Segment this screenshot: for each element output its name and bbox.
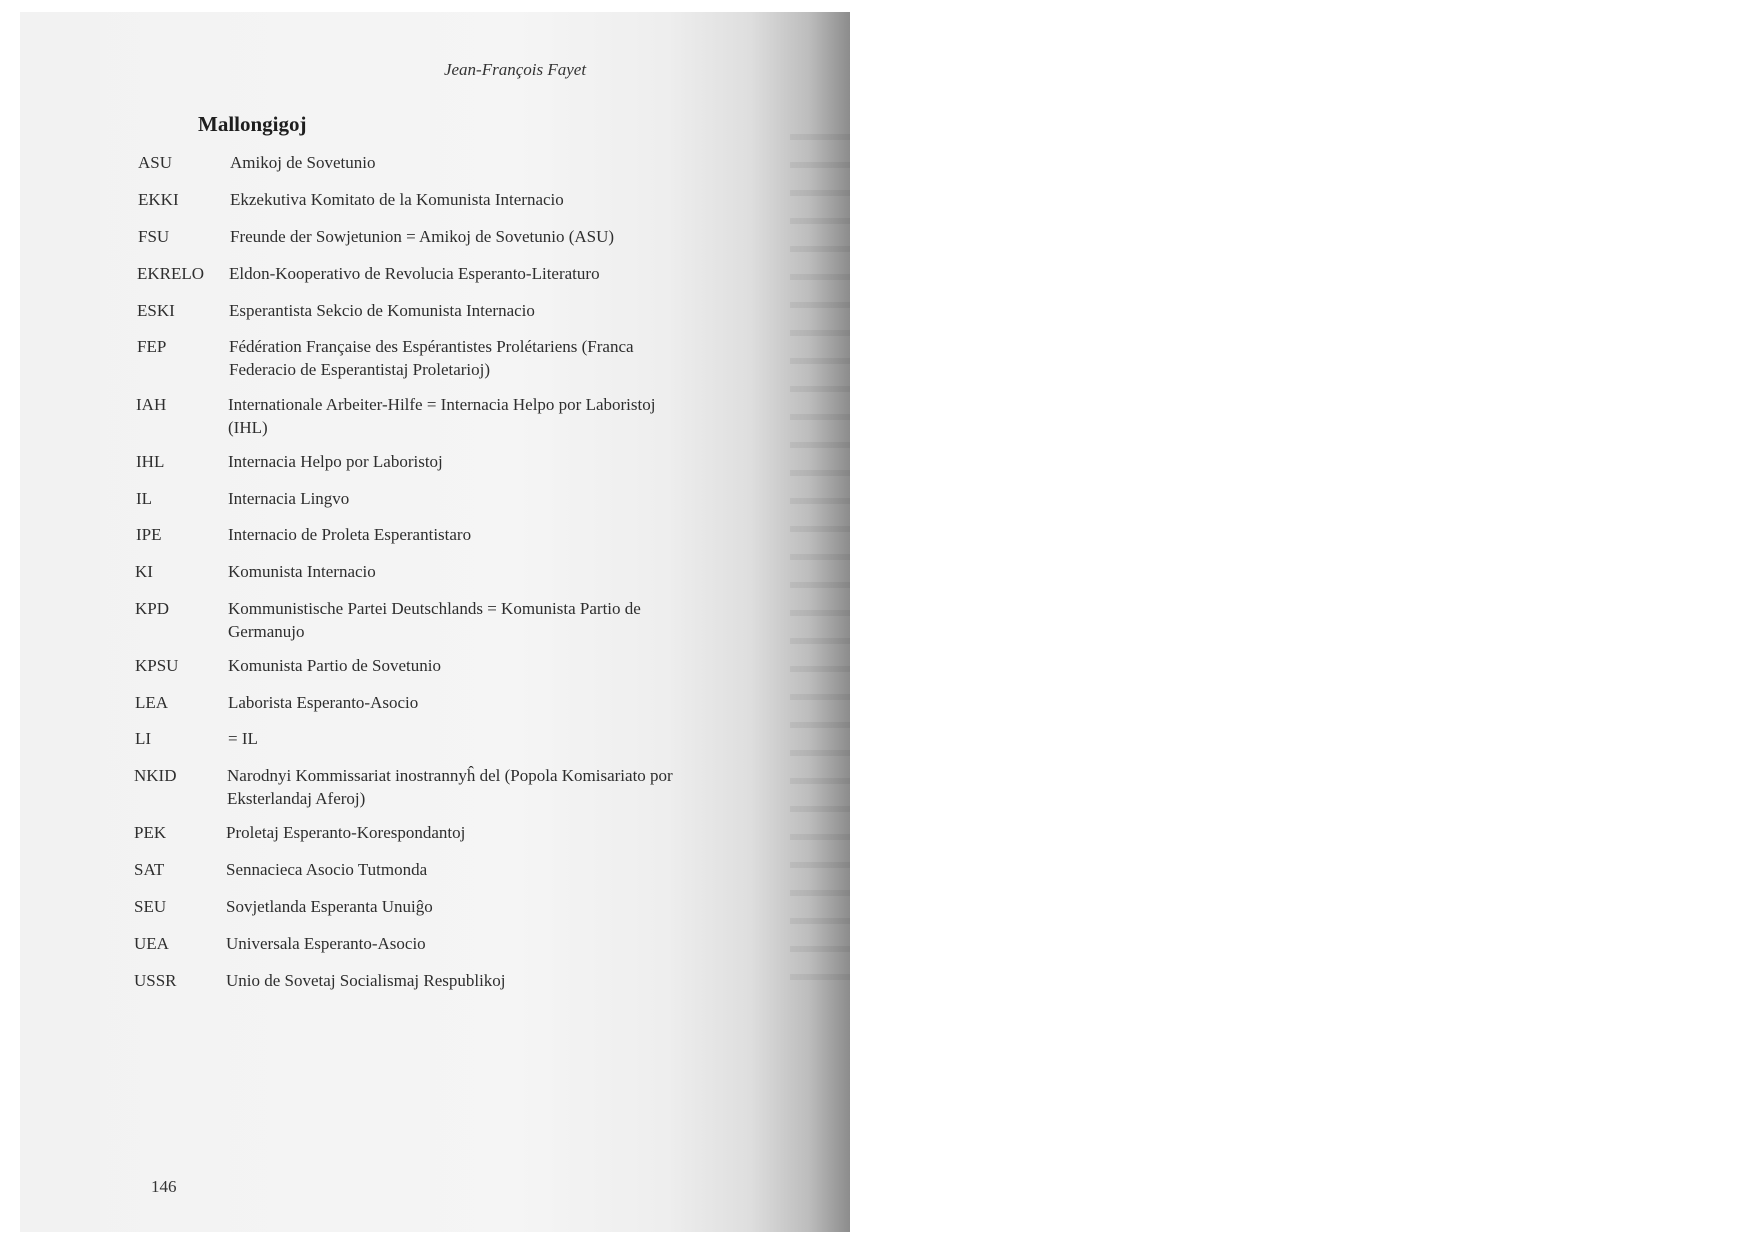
definition: Amikoj de Sovetunio (230, 153, 376, 172)
definition: Komunista Partio de Sovetunio (228, 656, 441, 675)
definition: Kommunistische Partei Deutschlands = Komunista Partio de Germanujo (228, 599, 641, 641)
abbreviation: USSR (134, 971, 177, 990)
page-number: 146 (151, 1177, 177, 1196)
definition: Freunde der Sowjetunion = Amikoj de Sovetunio (ASU) (230, 227, 615, 246)
abbreviation: EKRELO (137, 264, 205, 283)
definition: Proletaj Esperanto-Korespondantoj (226, 823, 466, 842)
section-heading: Mallongigoj (198, 112, 307, 136)
abbreviation: LEA (135, 693, 169, 712)
abbreviation: IL (136, 489, 153, 508)
abbreviation: FEP (137, 337, 167, 356)
definition: Eldon-Kooperativo de Revolucia Esperanto-Literaturo (229, 264, 600, 283)
definition: Laborista Esperanto-Asocio (228, 693, 419, 712)
definition: Universala Esperanto-Asocio (226, 934, 426, 953)
definition: Fédération Française des Espérantistes Prolétariens (Franca Federacio de Esperantistaj Proletarioj) (229, 337, 634, 379)
book-page (20, 12, 850, 1232)
abbreviation: SAT (134, 860, 165, 879)
definition: = IL (228, 729, 258, 748)
abbreviation: KPSU (135, 656, 179, 675)
abbreviation: FSU (138, 227, 170, 246)
abbreviation: ESKI (137, 301, 175, 320)
abbreviation: KPD (135, 599, 170, 618)
definition: Internacia Lingvo (228, 489, 350, 508)
definition: Internacia Helpo por Laboristoj (228, 452, 443, 471)
abbreviation: IPE (136, 525, 162, 544)
abbreviation: SEU (134, 897, 167, 916)
abbreviation: LI (135, 729, 152, 748)
definition: Ekzekutiva Komitato de la Komunista Internacio (230, 190, 564, 209)
running-head: Jean-François Fayet (443, 60, 587, 79)
abbreviation: IAH (136, 395, 167, 414)
definition: Sovjetlanda Esperanta Unuiĝo (226, 897, 433, 916)
abbreviation: UEA (134, 934, 169, 953)
definition: Esperantista Sekcio de Komunista Internacio (229, 301, 535, 320)
abbreviation: IHL (136, 452, 165, 471)
definition: Internacio de Proleta Esperantistaro (228, 525, 472, 544)
abbreviation: KI (135, 562, 153, 581)
definition: Internationale Arbeiter-Hilfe = Internacia Helpo por Laboristoj (IHL) (228, 395, 656, 437)
abbreviation: NKID (134, 766, 177, 785)
show-through-shadow (790, 112, 850, 992)
definition: Unio de Sovetaj Socialismaj Respublikoj (226, 971, 506, 990)
definition: Komunista Internacio (228, 562, 376, 581)
definition: Sennacieca Asocio Tutmonda (226, 860, 428, 879)
definition: Narodnyi Kommissariat inostrannyĥ del (Popola Komisariato por Eksterlandaj Aferoj) (227, 766, 673, 808)
abbreviation: PEK (134, 823, 167, 842)
abbreviation: EKKI (138, 190, 179, 209)
abbreviation: ASU (138, 153, 173, 172)
